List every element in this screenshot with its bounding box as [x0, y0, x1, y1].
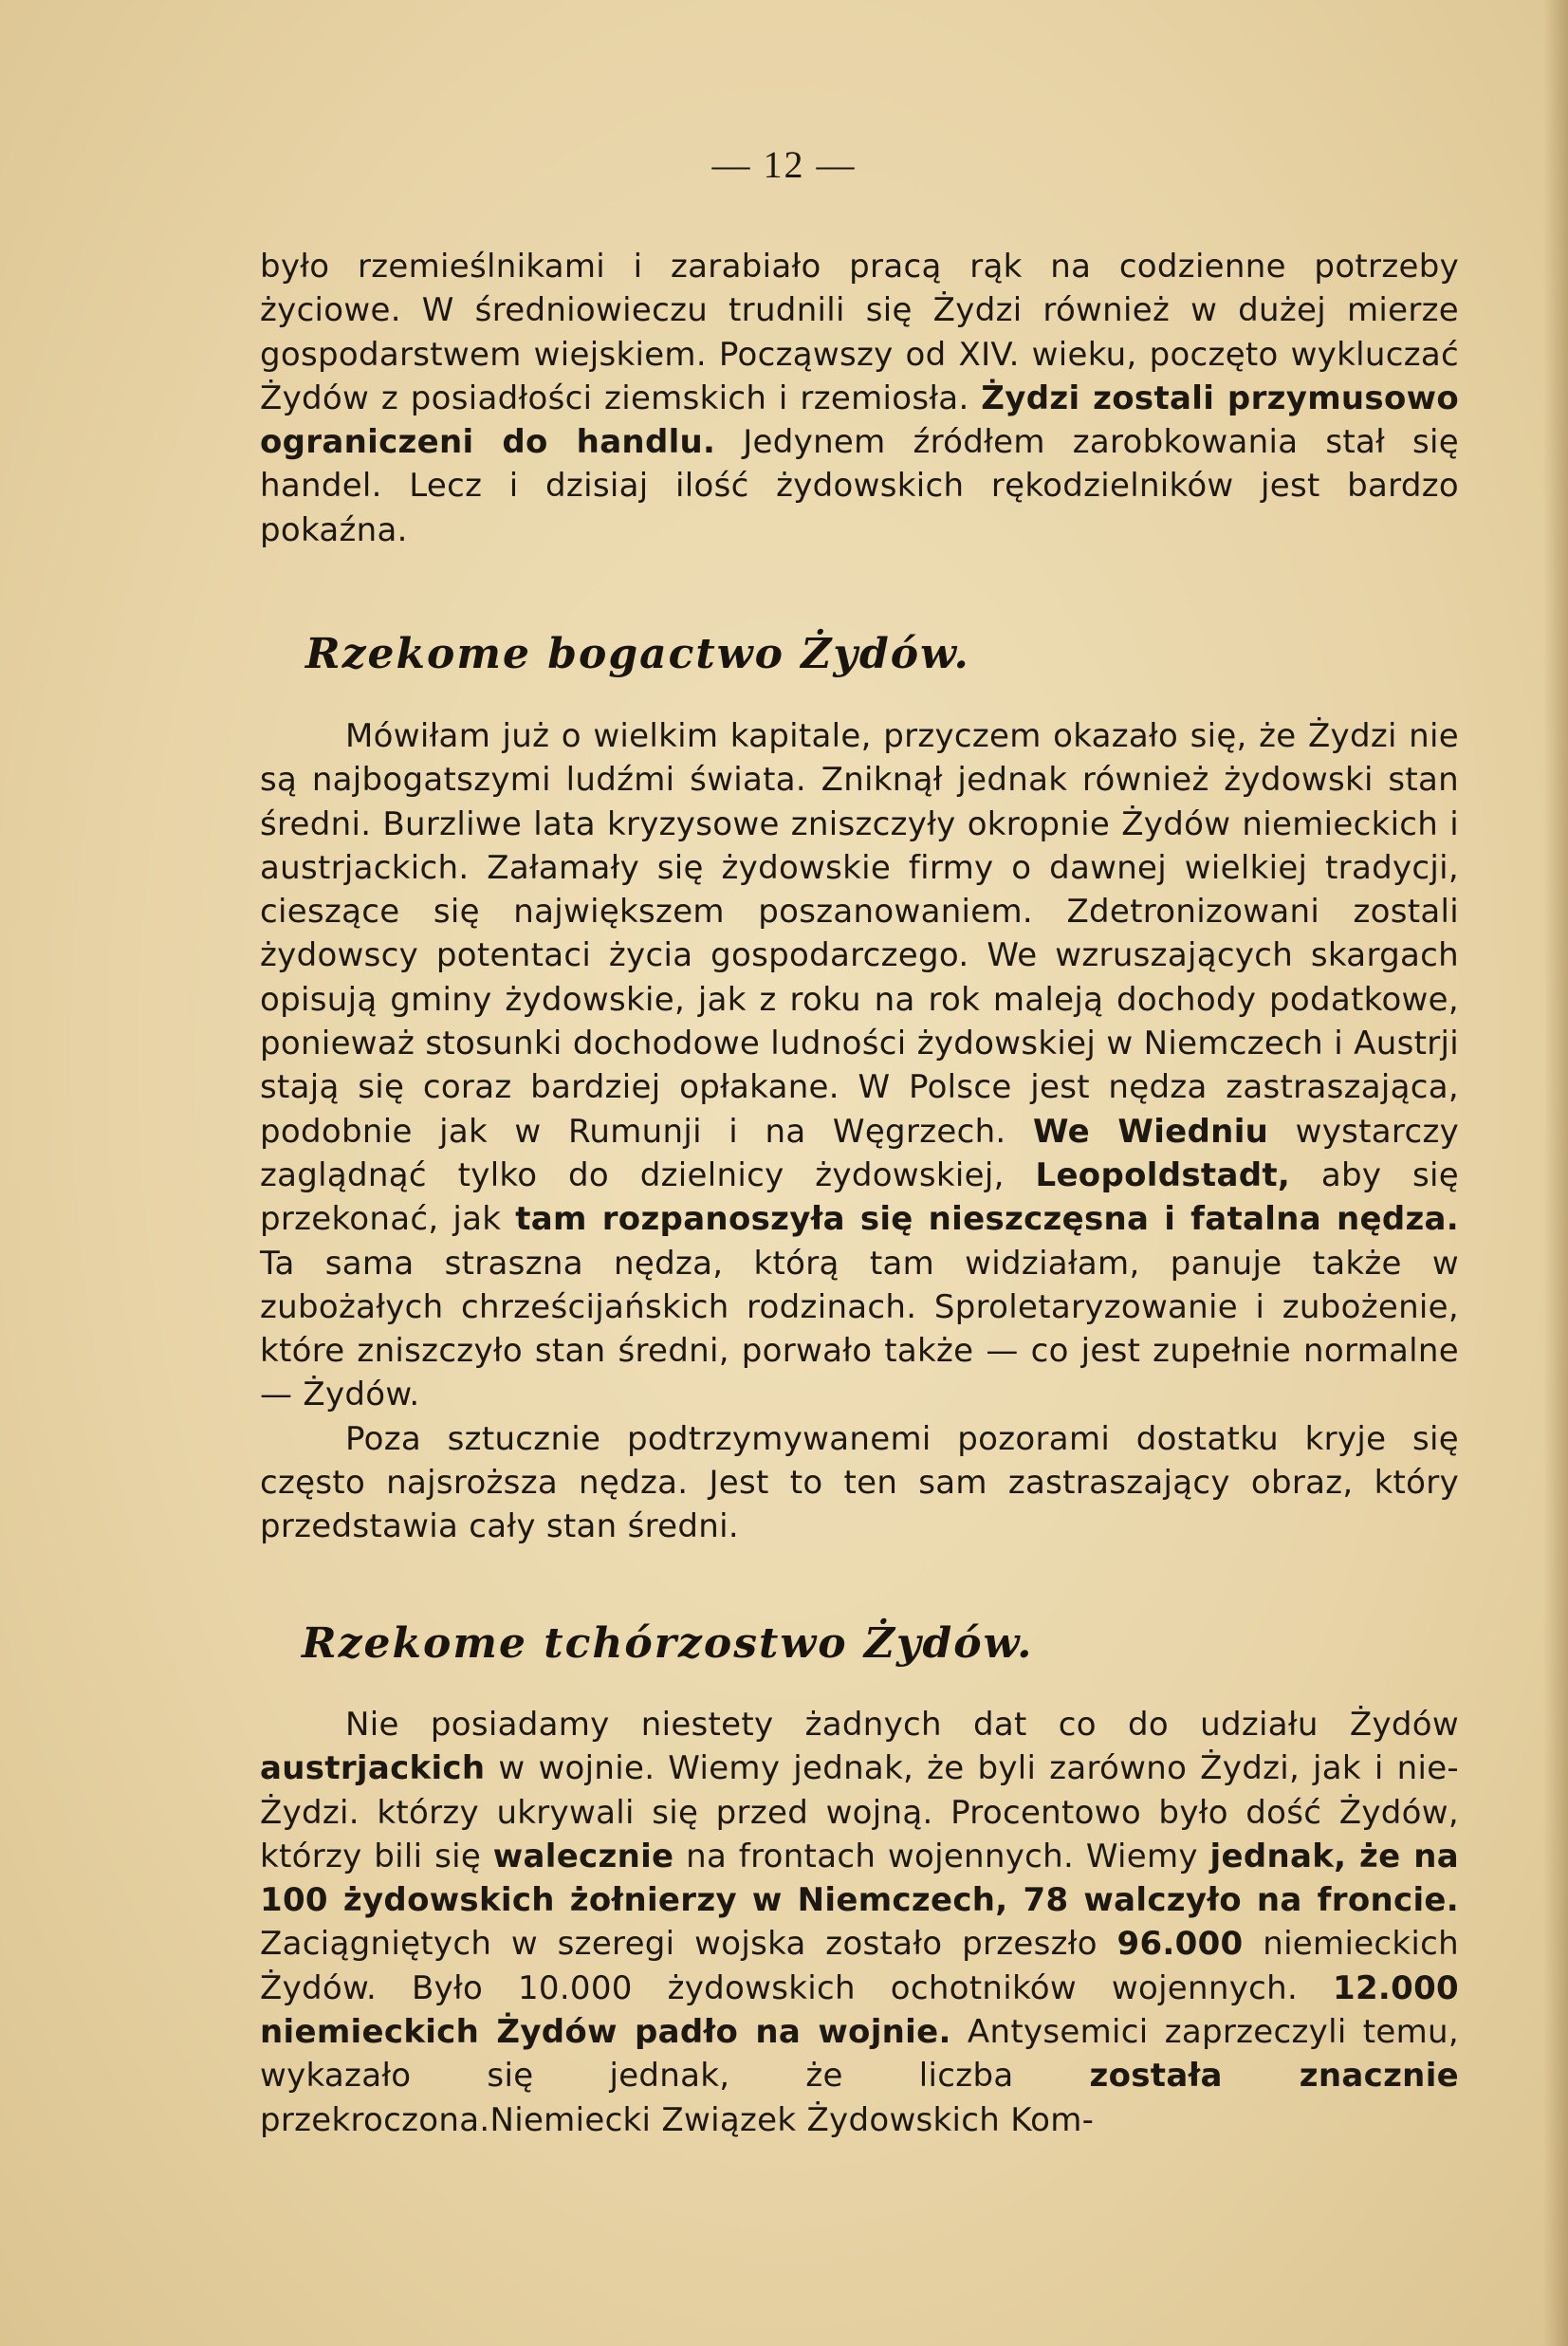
paragraph-4-bold-e: 12.000 niemieckich Żydów padło na wojnie. — [260, 1968, 1459, 2052]
paragraph-2-text-d: Ta sama straszna nędza, którą tam widziałam, panuje także w zubożałych chrześcijańskich rodzinach. Sproletaryzowanie i zubożenie, które zniszczyło stan średni, porwało także — co jest zupełnie normalne — Żydów. — [260, 1244, 1459, 1414]
paragraph-4-bold-d: 96.000 — [1116, 1925, 1244, 1964]
paragraph-1-text-a: było rzemieślnikami i zarabiało pracą rąk na codzienne potrzeby życiowe. W średniowieczu trudnili się Żydzi również w dużej mierze gospodarstwem wiejskiem. Począwszy od XIV. wieku, poczęto wykluczać Żydów z posiadłości ziemskich i rzemiosła. — [260, 248, 1459, 417]
paragraph-4-bold-a: austrjackich — [260, 1749, 486, 1788]
paragraph-4-bold-b: walecznie — [492, 1837, 674, 1875]
text-block-wealth — [260, 714, 1459, 1549]
paragraph-4-text-c: na frontach wojennych. Wiemy — [673, 1837, 1210, 1875]
paragraph-4-text-b: w wojnie. Wiemy jednak, że byli zarówno Żydzi, jak i nie-Żydzi. którzy ukrywali się przed wojną. Procentowo było dość Żydów, którzy bili się — [260, 1749, 1459, 1875]
text-block-cowardice — [260, 1703, 1459, 2142]
paragraph-2-bold-a: We Wiedniu — [1033, 1112, 1269, 1151]
paragraph-2-bold-c: tam rozpanoszyła się nieszczęsna i fatalna nędza. — [515, 1200, 1460, 1239]
section-heading-cowardice: Rzekome tchórzostwo Żydów. — [302, 1619, 1034, 1668]
paragraph-1-text-b: Jedynem źródłem zarobkowania stał się handel. Lecz i dzisiaj ilość żydowskich rękodzielników jest bardzo pokaźna. — [260, 423, 1459, 549]
paragraph-4 — [260, 1703, 1459, 2142]
text-block-intro — [260, 245, 1459, 552]
paragraph-2-text-a: Mówiłam już o wielkim kapitale, przyczem okazało się, że Żydzi nie są najbogatszymi ludźmi świata. Zniknął jednak również żydowski stan średni. Burzliwe lata kryzysowe zniszczyły okropnie Żydów niemieckich i austrjackich. Załamały się żydowskie firmy o dawnej wielkiej tradycji, cieszące się największem poszanowaniem. Zdetronizowani zostali żydowscy potentaci życia gospodarczego. We wzruszających skargach opisują gminy żydowskie, jak z roku na rok maleją dochody podatkowe, ponieważ stosunki dochodowe ludności żydowskiej w Niemczech i Austrji stają się coraz bardziej opłakane. W Polsce jest nędza zastraszająca, podobnie jak w Rumunji i na Węgrzech. — [260, 717, 1459, 1151]
paragraph-4-text-f: Antysemici zaprzeczyli temu, wykazało się jednak, że liczba — [260, 2013, 1459, 2096]
paragraph-4-text-d: Zaciągniętych w szeregi wojska zostało przeszło — [260, 1925, 1117, 1964]
paragraph-2-bold-b: Leopoldstadt, — [1035, 1155, 1291, 1194]
paragraph-2-text-c: aby się przekonać, jak — [260, 1155, 1459, 1239]
paragraph-1-bold-a: Żydzi zostali przymusowo ograniczeni do handlu. — [260, 379, 1459, 462]
page-edge-shadow — [1543, 0, 1568, 2346]
paragraph-4-bold-f: została znacznie — [1089, 2057, 1460, 2096]
paragraph-3: Poza sztucznie podtrzymywanemi pozorami dostatku kryje się często najsroższa nędza. Jest to ten sam zastraszający obraz, który przedstawia cały stan średni. — [260, 1419, 1459, 1546]
paragraph-2-text-b: wystarczy zaglądnąć tylko do dzielnicy żydowskiej, — [260, 1112, 1460, 1194]
paragraph-4-text-a: Nie posiadamy niestety żadnych dat co do udziału Żydów — [345, 1706, 1459, 1744]
paragraph-4-text-e: niemieckich Żydów. Było 10.000 żydowskich ochotników wojennych. — [260, 1925, 1459, 2007]
paragraph-4-bold-c: jednak, że na 100 żydowskich żołnierzy w Niemczech, 78 walczyło na froncie. — [260, 1837, 1459, 1920]
paragraph-1 — [260, 245, 1459, 552]
paragraph-2 — [260, 714, 1459, 1417]
paragraph-4-text-g: przekroczona.Niemiecki Związek Żydowskich Kom- — [260, 2100, 1095, 2139]
section-heading-wealth: Rzekome bogactwo Żydów. — [305, 630, 970, 678]
page-number: — 12 — — [711, 143, 857, 186]
